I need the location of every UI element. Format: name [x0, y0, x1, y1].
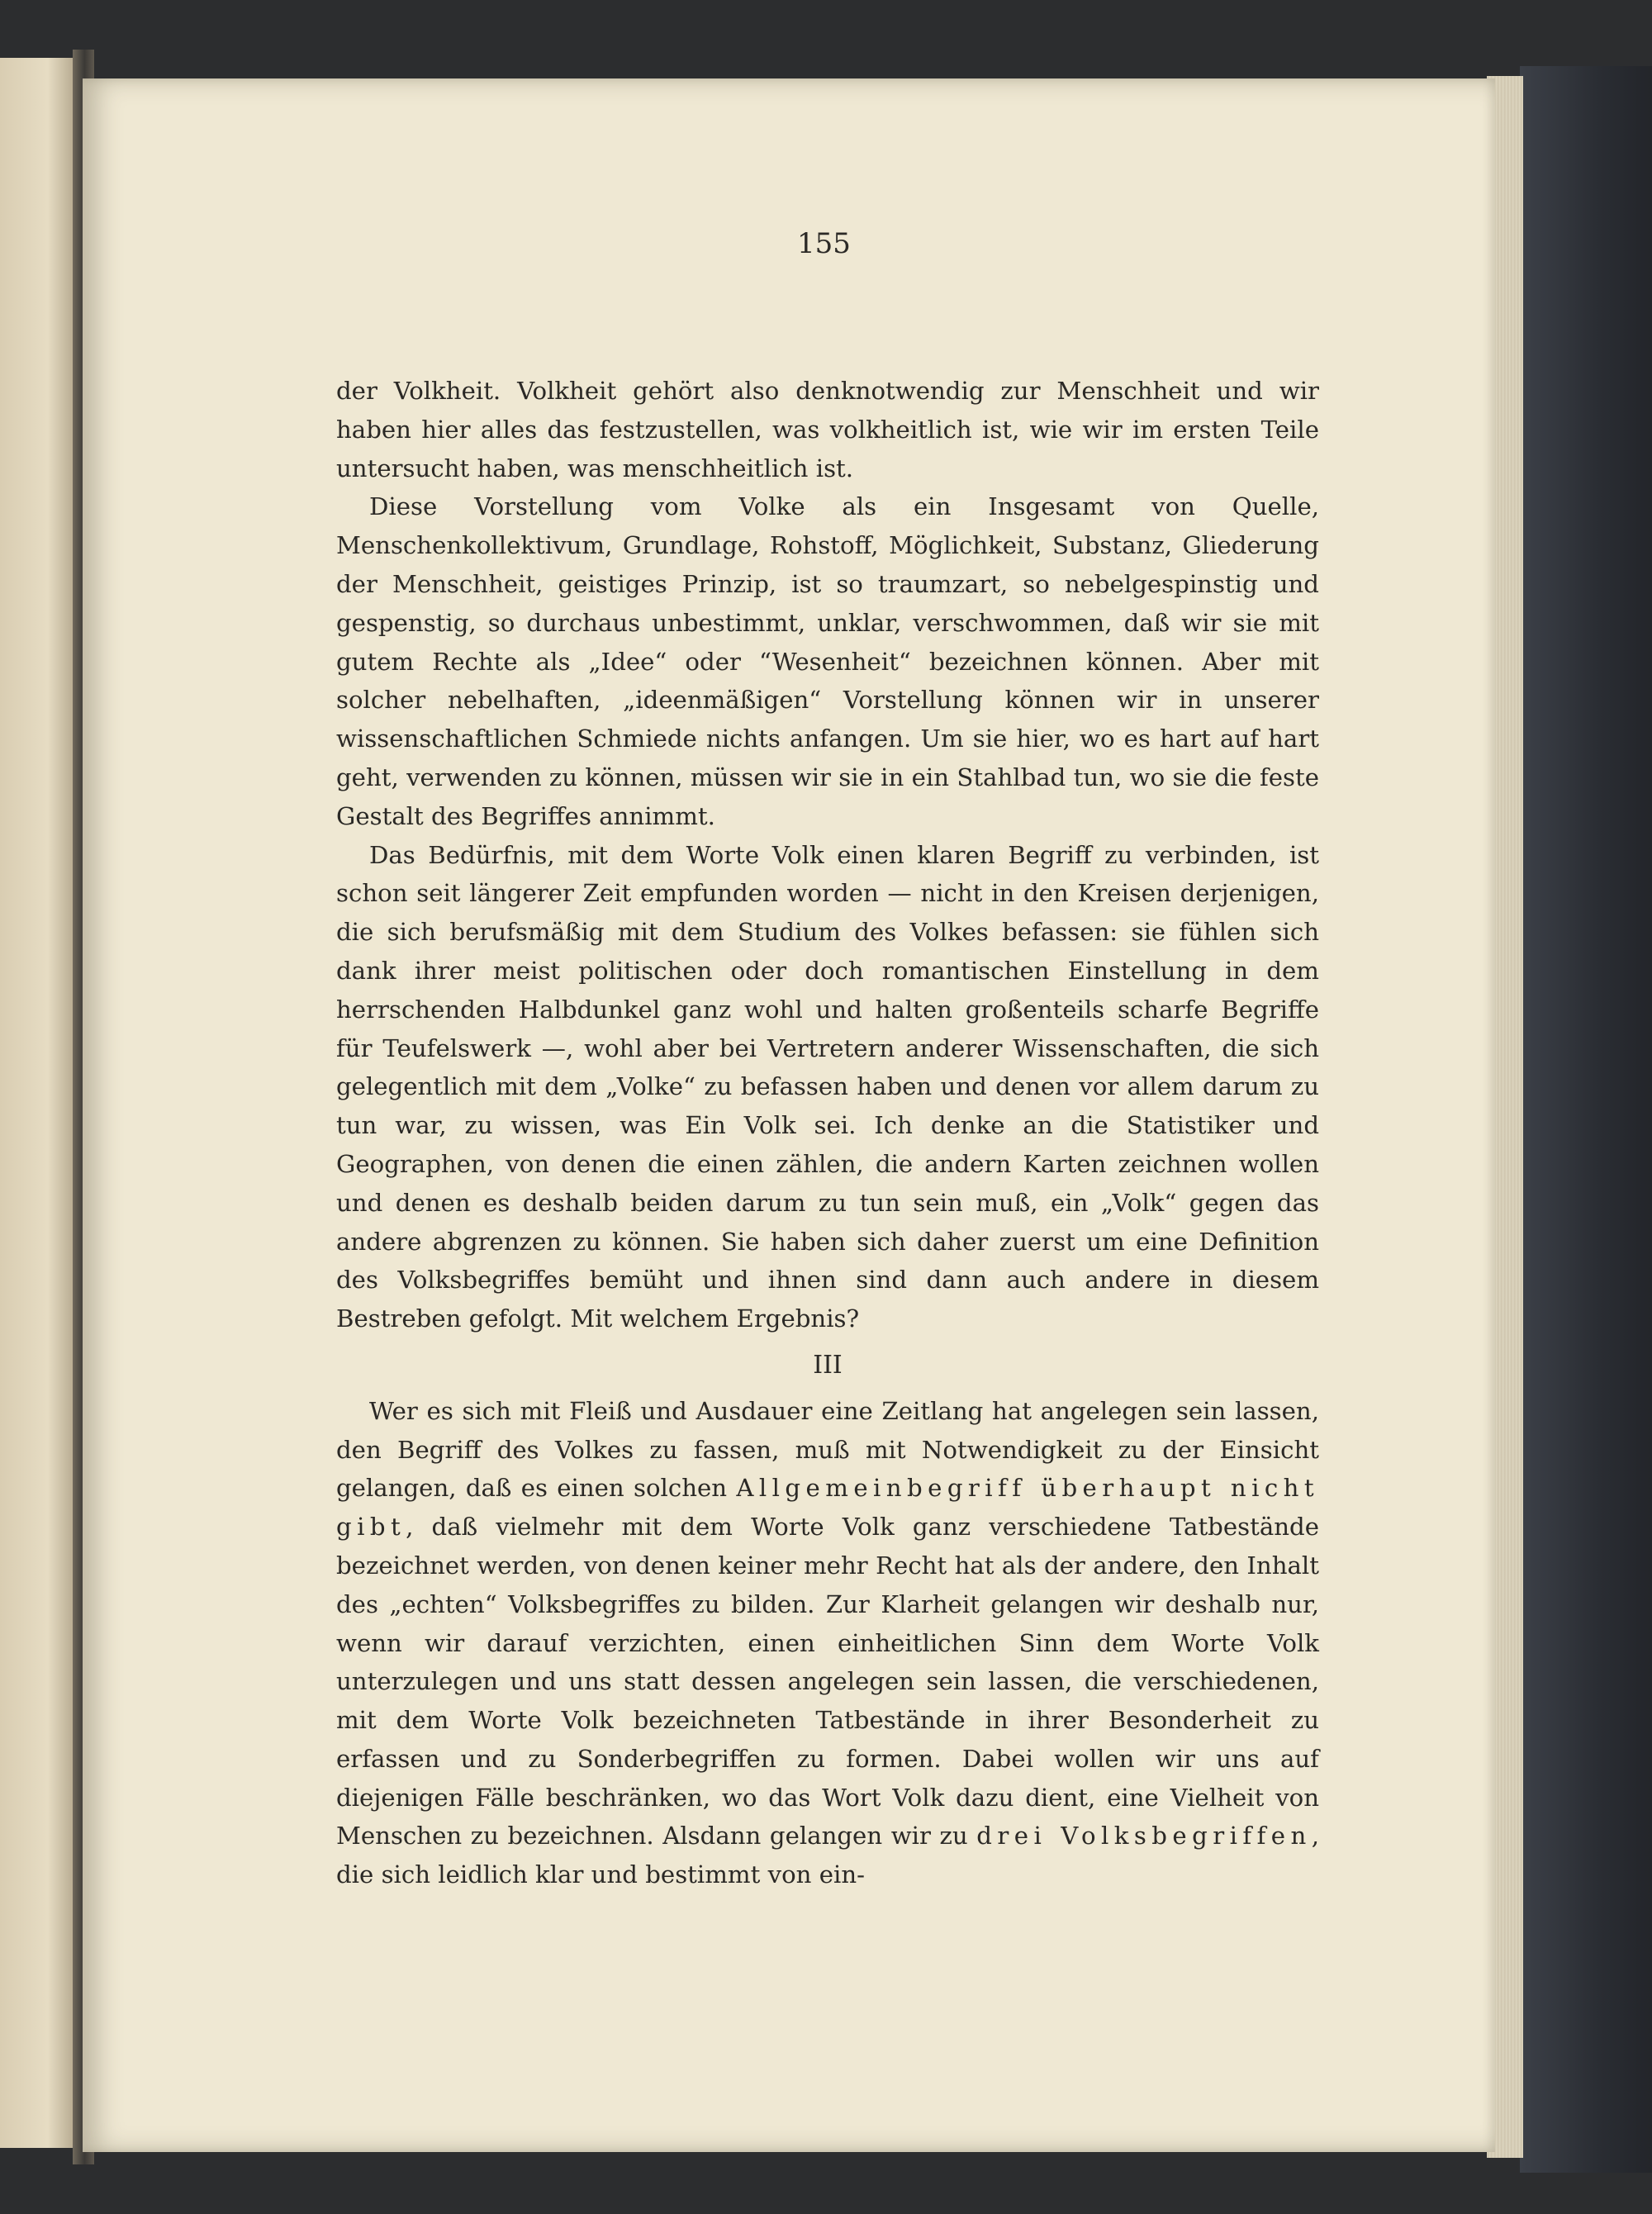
paragraph-2: Diese Vorstellung vom Volke als ein Insgesamt von Quelle, Menschenkollektivum, Grundlage, Rohstoff, Möglichkeit, Substanz, Gliederung der Menschheit, geistiges Prinzip, ist so traumzart, so nebelgespinstig und gespenstig, so durchaus unbestimmt, unklar, verschwommen, daß wir sie mit gutem Rechte als „Idee“ oder “Wesenheit“ bezeichnen können. Aber mit solcher nebelhaften, „ideenmäßigen“ Vorstellung können wir in unserer wissenschaftlichen Schmiede nichts anfangen. Um sie hier, wo es hart auf hart geht, verwenden zu können, müssen wir sie in ein Stahlbad tun, wo sie die feste Gestalt des Begriffes annimmt.	[336, 492, 1319, 830]
emphasis-allgemeinbegriff: Allgemeinbegriff überhaupt nicht gibt	[336, 1474, 1320, 1542]
paragraph-4-part-2: , daß vielmehr mit dem Worte Volk ganz verschiedene Tatbestände bezeichnet werden, von denen keiner mehr Recht hat als der andere, den Inhalt des „echten“ Volksbegriffes zu bilden. Zur Klarheit gelangen wir deshalb nur, wenn wir darauf verzichten, einen einheitlichen Sinn dem Worte Volk unterzulegen und uns statt dessen angelegen sein lassen, die verschiedenen, mit dem Worte Volk bezeichneten Tatbestände in ihrer Besonderheit zu erfassen und zu Sonderbegriffen zu formen. Dabei wollen wir uns auf diejenigen Fälle beschränken, wo das Wort Volk dazu dient, eine Vielheit von Menschen zu bezeichnen. Alsdann gelangen wir zu	[336, 1513, 1319, 1851]
book-cover-edge	[1520, 66, 1652, 2173]
page-body	[336, 372, 1319, 1894]
page-number: 155	[797, 227, 851, 260]
facing-page-edge	[0, 58, 79, 2148]
paragraph-4-part-3: , die sich leidlich klar und bestimmt von ein-	[336, 1822, 1320, 1889]
paragraph-1: der Volkheit. Volkheit gehört also denknotwendig zur Menschheit und wir haben hier alles das festzustellen, was volkheitlich ist, wie wir im ersten Teile untersucht haben, was menschheitlich ist.	[336, 377, 1319, 482]
paragraph-4-part-1: Wer es sich mit Fleiß und Ausdauer eine Zeitlang hat angelegen sein lassen, den Begriff des Volkes zu fassen, muß mit Notwendigkeit zu der Einsicht gelangen, daß es einen solchen	[336, 1396, 1319, 1503]
section-heading: III	[813, 1350, 843, 1380]
emphasis-drei-volksbegriffen: drei Volksbegriffen	[976, 1822, 1312, 1851]
paragraph-3: Das Bedürfnis, mit dem Worte Volk einen klaren Begriff zu verbinden, ist schon seit längerer Zeit empfunden worden — nicht in den Kreisen derjenigen, die sich berufsmäßig mit dem Studium des Volkes befassen: sie fühlen sich dank ihrer meist politischen oder doch romantischen Einstellung in dem herrschenden Halbdunkel ganz wohl und halten großenteils scharfe Begriffe für Teufelswerk —, wohl aber bei Vertretern anderer Wissenschaften, die sich gelegentlich mit dem „Volke“ zu befassen haben und denen vor allem darum zu tun war, zu wissen, was Ein Volk sei. Ich denke an die Statistiker und Geographen, von denen die einen zählen, die andern Karten zeichnen wollen und denen es deshalb beiden darum zu tun sein muß, ein „Volk“ gegen das andere abgrenzen zu können. Sie haben sich daher zuerst um eine Definition des Volksbegriffes bemüht und ihnen sind dann auch andere in diesem Bestreben gefolgt. Mit welchem Ergebnis?	[336, 840, 1319, 1333]
paragraph-4	[336, 1392, 1319, 1894]
book-page	[83, 78, 1495, 2152]
